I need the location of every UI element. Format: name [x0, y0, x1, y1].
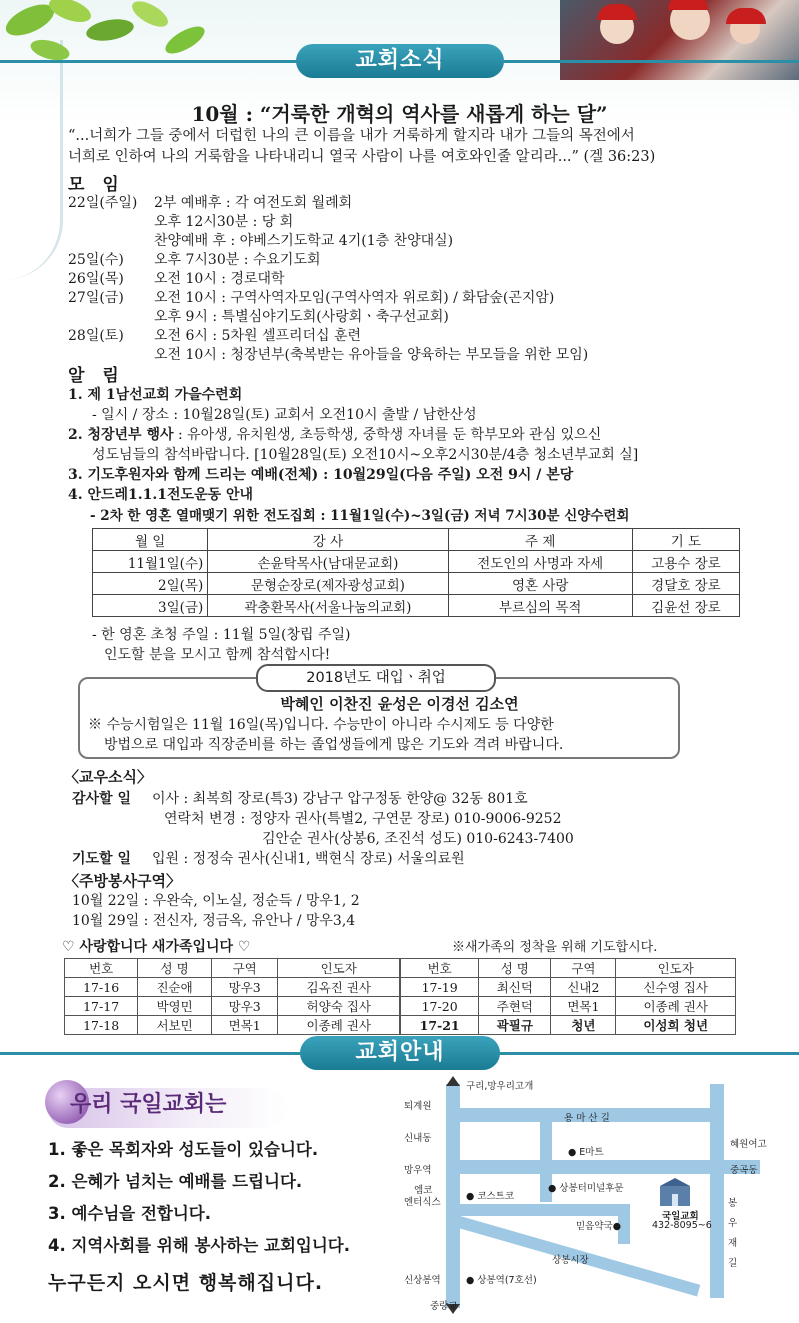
north-arrow-icon: [444, 1076, 462, 1088]
table-header-cell: 인도자: [616, 959, 736, 978]
notice-2-detail-a: : 유아생, 유치원생, 초등학생, 중학생 자녀를 둔 학부모와 관심 있으신: [173, 427, 602, 443]
map-label-emart: ● E마트: [568, 1147, 604, 1158]
gathering-row: [68, 325, 588, 344]
table-cell: 17-20: [401, 997, 479, 1016]
table-cell: 김옥진 권사: [278, 978, 400, 997]
table-cell: 이성희 청년: [616, 1016, 736, 1035]
table-cell: 청년: [551, 1016, 616, 1035]
table-row: [93, 595, 740, 617]
church-building-icon: [658, 1178, 692, 1206]
gathering-row: [68, 230, 588, 249]
table-header-cell: 성 명: [479, 959, 551, 978]
gathering-text: 오전 10시 : 청장년부(축복받는 유아들을 양육하는 부모들을 위한 모임): [154, 347, 589, 363]
table-cell: 망우3: [211, 978, 278, 997]
gathering-day: 27일(금): [68, 290, 124, 306]
kitchen-heading: 〈주방봉사구역〉: [64, 872, 181, 890]
map-label-sinnaedong: 신내동: [404, 1133, 432, 1144]
notice-2-detail-b: 성도님들의 참석바랍니다. [10월28일(토) 오전10시~오후2시30분/4층 청소년부교회 실]: [92, 447, 639, 463]
map-road-lower: [460, 1204, 630, 1216]
thanks-label: 감사할 일: [72, 791, 131, 807]
admission-title: 2018년도 대입ㆍ취업: [256, 664, 496, 692]
thanks-line-1: 이사 : 최복희 장로(특3) 강남구 압구정동 한양@ 32동 801호: [152, 791, 528, 807]
table-cell: 곽필규: [479, 1016, 551, 1035]
guide-item: 3. 예수님을 전합니다.: [48, 1204, 212, 1223]
gathering-day: 25일(수): [68, 252, 124, 268]
notice-4-after-b: 인도할 분을 모시고 함께 참석합시다!: [104, 647, 331, 663]
notice-3: 3. 기도후원자와 함께 드리는 예배(전체) : 10월29일(다음 주일) 오전 9시 / 본당: [68, 467, 574, 483]
gathering-text: 오후 9시 : 특별심야기도회(사랑회ㆍ축구선교회): [154, 309, 449, 325]
table-cell: 김윤선 장로: [632, 595, 739, 617]
newcomers-table-left: [64, 958, 400, 1035]
admission-note-a: ※ 수능시험일은 11월 16일(목)입니다. 수능만이 아니라 수시제도 등 다양한: [88, 717, 554, 733]
table-cell: 고용수 장로: [632, 551, 739, 573]
notice-2: [68, 424, 601, 444]
map-label-church-phone: 432-8095~6: [652, 1220, 712, 1231]
map-label-yongmasan: 용 마 산 길: [564, 1113, 610, 1124]
thanks-line-3: 김안순 권사(상봉6, 조진석 성도) 010-6243-7400: [262, 831, 574, 847]
table-cell: 전도인의 사명과 자세: [448, 551, 632, 573]
table-header-cell: 번호: [65, 959, 138, 978]
table-header-cell: 월 일: [93, 529, 208, 551]
map-label-guri: 구리,망우리고개: [466, 1081, 534, 1092]
guide-closing: 누구든지 오시면 행복해집니다.: [48, 1272, 324, 1294]
notices-heading: 알 림: [68, 366, 125, 386]
newcomers-table-right: [400, 958, 736, 1035]
table-cell: 경달호 장로: [632, 573, 739, 595]
guide-title: 교회안내: [300, 1036, 500, 1070]
table-header-cell: 주 제: [448, 529, 632, 551]
table-header-cell: 강 사: [208, 529, 448, 551]
intro-heading: 우리 국일교회는: [70, 1092, 227, 1117]
guide-item: 4. 지역사회를 위해 봉사하는 교회입니다.: [48, 1236, 351, 1255]
table-cell: 진순애: [138, 978, 212, 997]
gathering-text: 찬양예배 후 : 야베스기도학교 4기(1층 찬양대실): [154, 233, 454, 249]
gathering-day: 28일(토): [68, 328, 124, 344]
table-row: [401, 997, 736, 1016]
map-label-emko-1: 엠코: [414, 1185, 433, 1196]
kitchen-line-1: 10월 22일 : 우완숙, 이노실, 정순득 / 망우1, 2: [72, 893, 360, 909]
table-cell: 문형순장로(제자광성교회): [208, 573, 448, 595]
quote-line-1: “...너희가 그들 중에서 더럽힌 나의 큰 이름을 내가 거룩하게 할지라 내가 그들의 목전에서: [68, 128, 635, 144]
table-row: [65, 997, 400, 1016]
gathering-text: 오후 7시30분 : 수요기도회: [154, 252, 321, 268]
admission-note-b: 방법으로 대입과 직장준비를 하는 졸업생들에게 많은 기도와 격려 바랍니다.: [104, 737, 564, 753]
map-road-west: [446, 1084, 460, 1308]
map-label-emko-2: 엔터식스: [404, 1197, 441, 1208]
table-cell: 3일(금): [93, 595, 208, 617]
table-header-cell: 번호: [401, 959, 479, 978]
gathering-text: 오전 10시 : 구역사역자모임(구역사역자 위로회) / 화담숲(곤지암): [154, 290, 555, 306]
scripture-quote: [68, 126, 748, 168]
map-label-hyewon: 혜원여고: [730, 1139, 767, 1150]
map-label-church: 국일교회: [662, 1211, 699, 1222]
map-label-jungnang: 중랑교: [430, 1301, 458, 1312]
gathering-row: [68, 287, 588, 306]
table-cell: 신수영 집사: [616, 978, 736, 997]
notice-2-title: 2. 청장년부 행사: [68, 427, 174, 443]
table-cell: 곽충환목사(서울나눔의교회): [208, 595, 448, 617]
guide-item: 1. 좋은 목회자와 성도들이 있습니다.: [48, 1140, 319, 1159]
gathering-row: [68, 344, 588, 363]
table-cell: 서보민: [138, 1016, 212, 1035]
table-header-cell: 기 도: [632, 529, 739, 551]
month-theme-title: 10월 : “거룩한 개혁의 역사를 새롭게 하는 달”: [191, 102, 608, 126]
gathering-row: [68, 268, 588, 287]
table-cell: 면목1: [211, 1016, 278, 1035]
table-header-cell: 인도자: [278, 959, 400, 978]
kitchen-line-2: 10월 29일 : 전신자, 정금옥, 유안나 / 망우3,4: [72, 913, 356, 929]
map-road-bongu: [710, 1084, 724, 1298]
table-row: [93, 551, 740, 573]
map-label-toegyewon: 퇴계원: [404, 1101, 432, 1112]
gatherings-list: [68, 192, 588, 363]
table-cell: 망우3: [211, 997, 278, 1016]
gathering-row: [68, 249, 588, 268]
table-cell: 이종례 권사: [616, 997, 736, 1016]
table-cell: 박영민: [138, 997, 212, 1016]
table-cell: 17-19: [401, 978, 479, 997]
guide-item: 2. 은혜가 넘치는 예배를 드립니다.: [48, 1172, 303, 1191]
table-cell: 주현덕: [479, 997, 551, 1016]
table-cell: 부르심의 목적: [448, 595, 632, 617]
table-cell: 영혼 사랑: [448, 573, 632, 595]
table-header-cell: 구역: [211, 959, 278, 978]
table-header-cell: 구역: [551, 959, 616, 978]
gathering-text: 2부 예배후 : 각 여전도회 월례회: [154, 195, 353, 211]
gathering-day: 26일(목): [68, 271, 124, 287]
quote-line-2: 너희로 인하여 나의 거룩함을 나타내리니 열국 사람이 나를 여호와인줄 알리라...” (겔 36:23): [68, 149, 656, 165]
evangelism-table: [92, 528, 740, 617]
gathering-row: [68, 192, 588, 211]
leaves-decoration-icon: [0, 0, 220, 80]
table-row: [401, 1016, 736, 1035]
map-label-junggok: 중곡동: [730, 1165, 758, 1176]
page-title: 교회소식: [296, 44, 504, 78]
table-header-cell: 성 명: [138, 959, 212, 978]
table-cell: 최신덕: [479, 978, 551, 997]
table-cell: 2일(목): [93, 573, 208, 595]
gathering-text: 오전 10시 : 경로대학: [154, 271, 285, 287]
map-label-terminal: ● 상봉터미널후문: [548, 1183, 624, 1194]
gathering-text: 오후 12시30분 : 당 회: [154, 214, 294, 230]
christmas-choir-photo: [560, 0, 799, 80]
thanks-line-2: 연락처 변경 : 정양자 권사(특별2, 구연문 장로) 010-9006-9252: [164, 811, 562, 827]
table-cell: 17-18: [65, 1016, 138, 1035]
notice-4-after-a: - 한 영혼 초청 주일 : 11월 5일(창립 주일): [92, 627, 351, 643]
notice-1-detail: - 일시 / 장소 : 10월28일(토) 교회서 오전10시 출발 / 남한산성: [92, 407, 477, 423]
gathering-day: 22일(주일): [68, 195, 138, 211]
church-map: [400, 1076, 790, 1316]
table-row: [401, 978, 736, 997]
prayer-line-1: 입원 : 정정숙 권사(신내1, 백현식 장로) 서울의료원: [152, 851, 465, 867]
table-cell: 이종례 권사: [278, 1016, 400, 1035]
newcomers-left-header: [65, 959, 400, 978]
gathering-row: [68, 211, 588, 230]
table-cell: 손윤탁목사(남대문교회): [208, 551, 448, 573]
map-label-costco: ● 코스트코: [466, 1191, 515, 1202]
table-row: [65, 1016, 400, 1035]
table-cell: 허양숙 집사: [278, 997, 400, 1016]
notice-4-sub: - 2차 한 영혼 열매맺기 위한 전도집회 : 11월1일(수)~3일(금) 저녁 7시30분 신양수련회: [90, 508, 630, 524]
table-cell: 17-21: [401, 1016, 479, 1035]
gathering-row: [68, 306, 588, 325]
map-label-mangu: 망우역: [404, 1165, 432, 1176]
newcomers-heading: ♡ 사랑합니다 새가족입니다 ♡: [62, 939, 251, 955]
guide-list: [48, 1136, 350, 1264]
evangelism-table-header: [93, 529, 740, 551]
notice-4-title: 4. 안드레1.1.1전도운동 안내: [68, 487, 254, 503]
map-label-pharmacy: 믿음약국●: [576, 1221, 621, 1232]
map-label-bongu: 봉우재길: [728, 1198, 738, 1269]
map-label-sangbong: ● 상봉역(7호선): [466, 1275, 537, 1286]
newcomers-right-header: [401, 959, 736, 978]
map-label-market: 상봉시장: [552, 1255, 589, 1266]
table-row: [93, 573, 740, 595]
admission-names: 박혜인 이찬진 윤성은 이경선 김소연: [280, 695, 519, 713]
newcomers-note: ※새가족의 정착을 위해 기도합시다.: [452, 940, 658, 955]
notice-1-title: 1. 제 1남선교회 가을수련회: [68, 387, 243, 403]
table-cell: 면목1: [551, 997, 616, 1016]
table-cell: 11월1일(수): [93, 551, 208, 573]
prayer-label: 기도할 일: [72, 851, 131, 867]
map-label-sinsangbong: 신상봉역: [404, 1275, 441, 1286]
members-heading: 〈교우소식〉: [64, 768, 152, 786]
table-cell: 17-17: [65, 997, 138, 1016]
gathering-text: 오전 6시 : 5차원 셀프리더십 훈련: [154, 328, 362, 344]
gatherings-heading: 모 임: [68, 175, 125, 195]
table-cell: 17-16: [65, 978, 138, 997]
table-cell: 신내2: [551, 978, 616, 997]
table-row: [65, 978, 400, 997]
